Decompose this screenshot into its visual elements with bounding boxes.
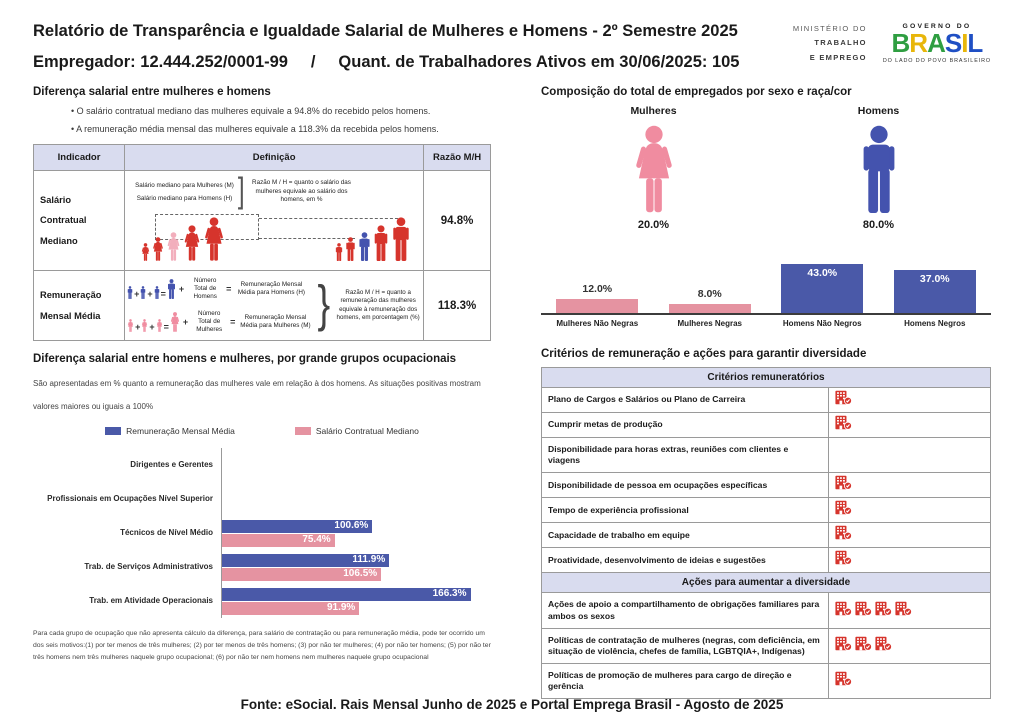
occupational-section	[33, 353, 491, 664]
company-building-check-icon	[835, 475, 852, 495]
woman-icon	[170, 312, 180, 332]
criteria-section-header-row	[542, 368, 991, 388]
composition-bar-column	[879, 255, 992, 313]
logo-block	[793, 22, 991, 65]
group-label: Homens	[857, 105, 900, 117]
occupational-subtitle: São apresentadas em % quanto a remuneração das mulheres vale em relação à dos homens. As situações positivas mostram valores maiores ou iguais a 100%	[33, 379, 481, 412]
criteria-row	[542, 664, 991, 699]
criteria-row	[542, 548, 991, 573]
definition-cell	[125, 271, 424, 341]
bar-blue	[222, 520, 372, 533]
composition-bar-value: 43.0%	[807, 267, 838, 279]
composition-bar-value: 37.0%	[919, 273, 950, 285]
composition-chart	[541, 255, 991, 328]
criteria-label: Políticas de promoção de mulheres para cargo de direção e gerência	[542, 664, 829, 699]
equals-sign: =	[230, 316, 236, 327]
definition-line: Salário mediano para Mulheres (M)	[135, 181, 234, 189]
occupation-label: Técnicos de Nível Médio	[120, 528, 213, 538]
company-building-check-icon	[835, 601, 852, 621]
legend-label: Remuneração Mensal Média	[126, 426, 235, 437]
criteria-label: Ações de apoio a compartilhamento de obrigações familiares para ambos os sexos	[542, 593, 829, 628]
plus-sign: +	[182, 316, 189, 327]
composition-groups	[541, 105, 991, 231]
brand-letter: R	[909, 27, 928, 58]
criteria-row	[542, 388, 991, 413]
salary-gap-title: Diferença salarial entre mulheres e homens	[33, 86, 271, 98]
occupation-row	[33, 482, 491, 516]
occupation-label: Profissionais em Ocupações Nível Superior	[47, 494, 213, 504]
criteria-companies-cell	[829, 628, 991, 663]
bar-value-label: 100.6%	[334, 520, 369, 532]
composition-categories	[541, 319, 991, 328]
occupational-chart	[33, 448, 491, 618]
occupation-bars	[221, 584, 491, 618]
median-definition-lines	[135, 179, 234, 205]
employer-line: Empregador: 12.444.252/0001-99 / Quant. de Trabalhadores Ativos em 30/06/2025: 105	[33, 53, 740, 71]
man-pictogram	[859, 125, 899, 213]
composition-bar-column	[654, 255, 767, 313]
bullet-item: • O salário contratual mediano das mulheres equivale a 94.8% do recebido pelos homens.	[71, 106, 491, 116]
occupation-bars	[221, 550, 491, 584]
occupational-footnote: Para cada grupo de ocupação que não apresenta cálculo da diferença, para salário de contratação ou para remuneração média, pode ter ocorrido um dos seis motivos:(1) por ter menos de três mulheres; (2) por ter menos de três homens; (3) por não ter mulheres; (4) por não ter homens; (5) por não ter três homens nem três mulheres naquele grupo ocupacional; (6) por não ter nem homens nem mulheres naquele grupo ocupacional	[33, 630, 491, 662]
woman-pictogram	[632, 125, 676, 213]
women-total-group	[541, 105, 766, 231]
composition-bar-column	[766, 255, 879, 313]
men-group-pictogram	[335, 217, 411, 261]
criteria-row	[542, 523, 991, 548]
women-mean-formula	[127, 310, 312, 335]
bar-value-label: 166.3%	[432, 588, 467, 600]
median-ratio-note: Razão M / H = quanto o salário das mulheres equivale ao salário dos homens, em %	[252, 179, 351, 204]
legend-item	[295, 426, 419, 436]
man-icon	[391, 217, 411, 261]
criteria-section	[541, 348, 991, 699]
column-header: Definição	[125, 145, 424, 171]
criteria-label: Proatividade, desenvolvimento de ideias e sugestões	[542, 548, 829, 573]
ministry-logo	[793, 22, 867, 65]
definition-cell	[125, 171, 424, 271]
man-pictogram-icon	[766, 125, 991, 213]
bullet-item: • A remuneração média mensal das mulheres equivale a 118.3% da recebida pelos homens.	[71, 124, 491, 134]
government-logo-bottom: DO LADO DO POVO BRASILEIRO	[882, 58, 991, 65]
count-label: Número Total de Mulheres	[196, 309, 223, 333]
source-footer: Fonte: eSocial. Rais Mensal Junho de 2025 e Portal Emprega Brasil - Agosto de 2025	[240, 697, 784, 712]
criteria-companies-cell	[829, 438, 991, 473]
criteria-table	[541, 367, 991, 699]
criteria-section-header-row	[542, 573, 991, 593]
man-icon	[127, 286, 133, 299]
legend-item	[105, 426, 235, 436]
bar-pink	[222, 534, 335, 547]
page-header	[33, 14, 991, 72]
criteria-companies-cell	[829, 523, 991, 548]
equals-sign: =	[226, 284, 232, 295]
criteria-row	[542, 413, 991, 438]
bar-value-label: 75.4%	[302, 534, 331, 546]
bar-value-label: 106.5%	[343, 568, 378, 580]
man-icon	[154, 286, 160, 299]
brand-letter: B	[891, 27, 910, 58]
plus-sign: +	[178, 284, 185, 295]
criteria-label: Disponibilidade para horas extras, reuniões com clientes e viagens	[542, 438, 829, 473]
woman-icon	[127, 319, 134, 332]
criteria-label: Disponibilidade de pessoa em ocupações específicas	[542, 473, 829, 498]
composition-bar-value: 8.0%	[697, 288, 722, 300]
table-row	[34, 271, 491, 341]
occupation-label: Trab. de Serviços Administrativos	[84, 562, 213, 572]
result-label: Remuneração Mensal Média para Homens (H)	[237, 281, 306, 297]
brand-letter: A	[927, 27, 945, 58]
legend-swatch-pink	[295, 427, 311, 435]
company-building-check-icon	[835, 390, 852, 410]
group-percentage: 80.0%	[862, 219, 895, 231]
criteria-companies-cell	[829, 473, 991, 498]
composition-section	[541, 86, 991, 328]
occupation-bars	[221, 516, 491, 550]
government-logo	[883, 23, 991, 64]
man-icon	[373, 225, 389, 261]
right-column	[541, 86, 991, 699]
occupational-title: Diferença salarial entre homens e mulheres, por grande grupos ocupacionais	[33, 353, 457, 366]
criteria-table-body	[542, 368, 991, 699]
company-building-check-icon	[835, 636, 852, 656]
legend-label: Salário Contratual Mediano	[315, 426, 419, 437]
criteria-label: Tempo de experiência profissional	[542, 498, 829, 523]
bar-pink	[222, 568, 381, 581]
company-building-check-icon	[835, 525, 852, 545]
mean-def-lines	[127, 277, 312, 334]
woman-icon	[183, 225, 201, 261]
company-building-check-icon	[835, 550, 852, 570]
woman-icon	[141, 243, 150, 261]
criteria-section-header: Ações para aumentar a diversidade	[542, 573, 991, 593]
woman-icon	[203, 217, 225, 261]
legend-swatch-blue	[105, 427, 121, 435]
company-building-check-icon	[875, 601, 892, 621]
median-definition	[135, 171, 419, 211]
criteria-companies-cell	[829, 664, 991, 699]
group-percentage: 20.0%	[637, 219, 670, 231]
occupation-row	[33, 550, 491, 584]
salary-gap-bullets	[71, 106, 491, 134]
chart-legend	[33, 426, 491, 436]
mean-definition	[125, 271, 423, 340]
composition-category-label: Mulheres Negras	[677, 319, 742, 328]
man-icon	[167, 279, 176, 299]
highlighted-woman-icon	[166, 232, 181, 261]
occupation-label: Dirigentes e Gerentes	[130, 460, 213, 470]
person-sum-icons: + + =	[127, 279, 176, 299]
man-icon	[345, 237, 356, 261]
column-header: Indicador	[34, 145, 125, 171]
result-label: Remuneração Mensal Média para Mulheres (M)	[240, 313, 311, 329]
ministry-line1: MINISTÉRIO DO	[792, 24, 867, 33]
count-label: Número Total de Homens	[193, 277, 217, 301]
woman-icon	[141, 319, 148, 332]
main-content	[33, 86, 991, 699]
indicator-name: Remuneração Mensal Média	[34, 271, 125, 341]
ministry-line3: E EMPREGO	[809, 52, 867, 62]
criteria-row	[542, 438, 991, 473]
criteria-companies-cell	[829, 388, 991, 413]
company-building-check-icon	[875, 636, 892, 656]
composition-category-label: Homens Negros	[904, 319, 966, 328]
occupation-bars	[221, 482, 491, 516]
brand-letter: I	[961, 27, 968, 58]
company-building-check-icon	[835, 671, 852, 691]
ratio-value: 94.8%	[424, 171, 491, 271]
indicator-table-header-row	[34, 145, 491, 171]
criteria-companies-cell	[829, 548, 991, 573]
men-mean-formula	[127, 277, 312, 302]
company-building-check-icon	[835, 500, 852, 520]
criteria-label: Capacidade de trabalho em equipe	[542, 523, 829, 548]
occupation-row	[33, 448, 491, 482]
composition-bar-column	[541, 255, 654, 313]
woman-icon	[152, 237, 164, 261]
men-total-group	[766, 105, 991, 231]
group-label: Mulheres	[630, 105, 677, 117]
company-building-check-icon	[855, 636, 872, 656]
title-block	[33, 14, 739, 72]
occupation-bars	[221, 448, 491, 482]
brace-glyph: }	[317, 276, 331, 334]
bar-pink	[222, 602, 359, 615]
government-logo-top: GOVERNO DO	[902, 22, 972, 30]
criteria-row	[542, 628, 991, 663]
ratio-value: 118.3%	[424, 271, 491, 341]
criteria-row	[542, 593, 991, 628]
definition-line: Salário mediano para Homens (H)	[136, 195, 233, 202]
composition-category-label: Mulheres Não Negras	[556, 319, 639, 328]
composition-bar	[669, 304, 751, 313]
criteria-section-header: Critérios remuneratórios	[542, 368, 991, 388]
occupation-row	[33, 584, 491, 618]
criteria-row	[542, 473, 991, 498]
criteria-companies-cell	[829, 498, 991, 523]
occupation-row	[33, 516, 491, 550]
criteria-title: Critérios de remuneração e ações para garantir diversidade	[541, 348, 867, 360]
criteria-label: Políticas de contratação de mulheres (negras, com deficiência, em situação de violência, chefes de família, LGBTQIA+, Indígenas)	[542, 628, 829, 663]
bar-blue	[222, 554, 389, 567]
bar-blue	[222, 588, 471, 601]
bar-value-label: 91.9%	[326, 602, 356, 614]
brand-letter: L	[967, 27, 983, 58]
left-column	[33, 86, 491, 699]
column-header: Razão M/H	[424, 145, 491, 171]
company-building-check-icon	[835, 415, 852, 435]
criteria-label: Cumprir metas de produção	[542, 413, 829, 438]
composition-bars	[541, 255, 991, 315]
company-building-check-icon	[895, 601, 912, 621]
composition-bar-value: 12.0%	[582, 283, 613, 295]
criteria-companies-cell	[829, 593, 991, 628]
report-title: Relatório de Transparência e Igualdade Salarial de Mulheres e Homens - 2º Semestre 2025	[33, 22, 738, 40]
person-sum-icons: + + =	[127, 312, 180, 332]
man-icon	[140, 286, 146, 299]
bar-value-label: 111.9%	[352, 554, 386, 566]
company-building-check-icon	[855, 601, 872, 621]
indicator-name: Salário Contratual Mediano	[34, 171, 125, 271]
bracket-glyph: ]	[237, 171, 245, 211]
criteria-label: Plano de Cargos e Salários ou Plano de Carreira	[542, 388, 829, 413]
women-group-pictogram	[141, 217, 225, 261]
man-icon	[335, 243, 343, 261]
criteria-companies-cell	[829, 413, 991, 438]
table-row	[34, 171, 491, 271]
composition-category-label: Homens Não Negros	[782, 319, 862, 328]
ministry-line2: TRABALHO	[814, 38, 867, 48]
woman-icon	[156, 319, 163, 332]
woman-pictogram-icon	[541, 125, 766, 213]
median-pictogram	[133, 208, 415, 266]
criteria-row	[542, 498, 991, 523]
brasil-wordmark	[883, 27, 991, 58]
brand-letter: S	[944, 27, 962, 58]
salary-gap-section	[33, 86, 491, 341]
occupation-label: Trab. em Atividade Operacionais	[89, 596, 213, 606]
mean-ratio-note: Razão M / H = quanto a remuneração das mulheres equivale à remuneração dos homens, em porcentagem (%)	[336, 288, 420, 321]
composition-title: Composição do total de empregados por sexo e raça/cor	[541, 86, 852, 98]
composition-bar	[556, 299, 638, 313]
indicator-table	[33, 144, 491, 341]
highlighted-man-icon	[358, 232, 371, 261]
